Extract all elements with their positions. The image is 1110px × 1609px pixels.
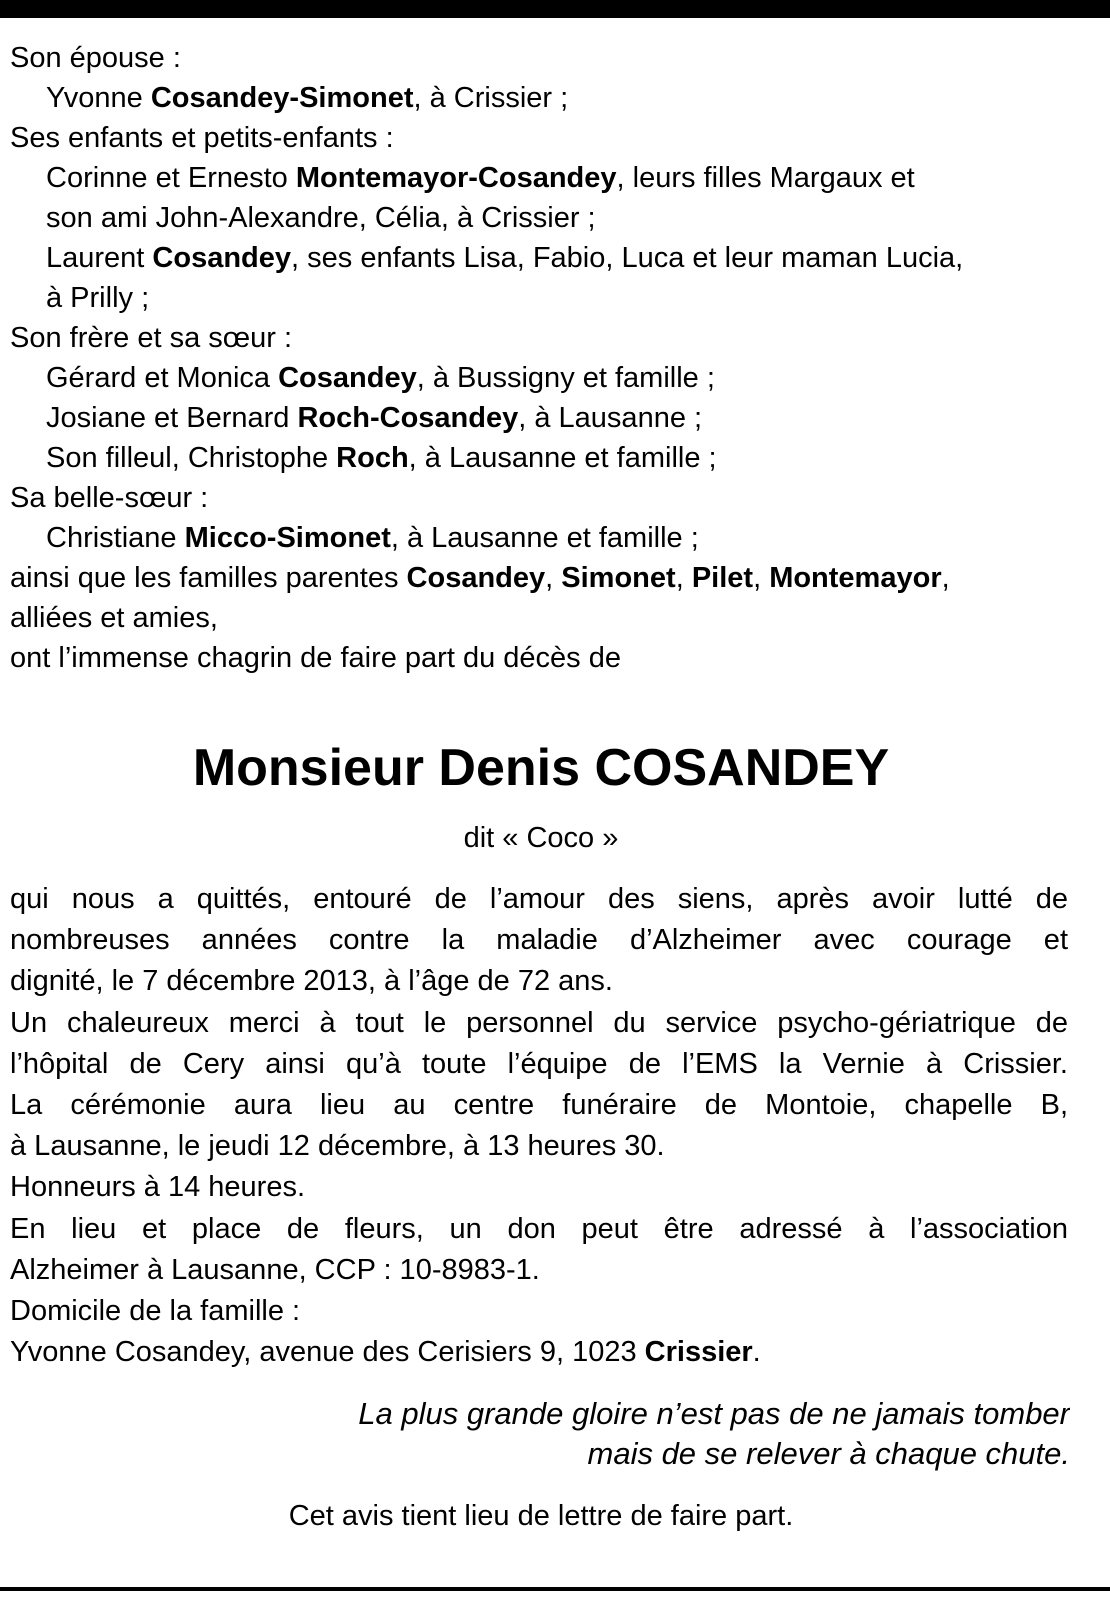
text-run: Alzheimer à Lausanne, CCP : 10-8983-1. [10, 1253, 540, 1286]
family-line [10, 158, 1082, 198]
text-run: Ses enfants et petits-enfants : [10, 122, 394, 154]
body-line [10, 1250, 1068, 1291]
family-line [10, 558, 1082, 598]
bold-name: Montemayor-Cosandey [295, 162, 617, 194]
text-run: son ami John-Alexandre, Célia, à Crissier ; [46, 202, 596, 234]
text-run: Josiane et Bernard [46, 402, 298, 434]
family-line [10, 438, 1082, 478]
text-run: Son frère et sa sœur : [10, 322, 293, 354]
body-line [10, 1167, 1068, 1208]
text-run: ainsi que les familles parentes [10, 562, 407, 594]
memorial-quote [70, 1394, 1070, 1474]
obituary-body [10, 879, 1068, 1373]
bold-name: Cosandey [406, 562, 546, 594]
family-line [10, 78, 1082, 118]
text-run: En lieu et place de fleurs, un don peut être adressé à l’association [10, 1212, 1068, 1245]
bold-name: Cosandey-Simonet [150, 82, 414, 114]
bold-name: Roch [336, 442, 409, 474]
quote-line: La plus grande gloire n’est pas de ne jamais tomber [358, 1396, 1070, 1431]
family-line [10, 318, 1082, 358]
bottom-rule [0, 1587, 1110, 1591]
body-line [10, 879, 1068, 920]
deceased-name: Monsieur Denis COSANDEY [192, 739, 890, 797]
closing-note: Cet avis tient lieu de lettre de faire part. [288, 1500, 794, 1532]
text-run: La cérémonie aura lieu au centre funéraire de Montoie, chapelle B, [10, 1089, 1068, 1122]
family-line [10, 478, 1082, 518]
bold-name: Micco-Simonet [184, 522, 391, 554]
family-line [10, 598, 1082, 638]
bold-name: Cosandey [152, 242, 292, 274]
body-line [10, 1291, 1068, 1332]
body-line [10, 920, 1068, 961]
family-line [10, 198, 1082, 238]
quote-line: mais de se relever à chaque chute. [587, 1436, 1070, 1471]
text-run: , ses enfants Lisa, Fabio, Luca et leur maman Lucia, [291, 242, 964, 274]
family-line [10, 238, 1082, 278]
deceased-nickname: dit « Coco » [463, 822, 619, 854]
text-run: à Prilly ; [46, 282, 150, 314]
text-run: , à Lausanne et famille ; [390, 522, 699, 554]
family-announcement [10, 38, 1082, 678]
text-run: , [545, 562, 562, 594]
text-run: , à Crissier ; [413, 82, 569, 114]
text-run: Domicile de la famille : [10, 1295, 301, 1328]
text-run: , à Bussigny et famille ; [416, 362, 715, 394]
body-line [10, 1126, 1068, 1167]
text-run: , à Lausanne ; [518, 402, 703, 434]
family-line [10, 358, 1082, 398]
bold-name: Cosandey [278, 362, 417, 394]
text-run: Son épouse : [10, 42, 181, 74]
body-line [10, 1332, 1068, 1373]
text-run: Gérard et Monica [46, 362, 279, 394]
text-run: Son filleul, Christophe [46, 442, 337, 474]
bold-name: Montemayor [769, 562, 942, 594]
bold-name: Roch-Cosandey [297, 402, 519, 434]
body-line [10, 1085, 1068, 1126]
text-run: ont l’immense chagrin de faire part du décès de [10, 642, 621, 674]
text-run: , [753, 562, 770, 594]
text-run: nombreuses années contre la maladie d’Alzheimer avec courage et [10, 924, 1068, 957]
text-run: qui nous a quittés, entouré de l’amour des siens, après avoir lutté de [10, 883, 1068, 915]
text-run: , [675, 562, 692, 594]
text-run: . [752, 1336, 761, 1369]
bold-name: Simonet [561, 562, 676, 594]
family-line [10, 118, 1082, 158]
bold-name: Crissier [644, 1336, 753, 1369]
family-line [10, 38, 1082, 78]
text-run: l’hôpital de Cery ainsi qu’à toute l’équipe de l’EMS la Vernie à Crissier. [10, 1047, 1068, 1080]
body-line [10, 1003, 1068, 1044]
body-line [10, 961, 1068, 1002]
bold-name: Pilet [691, 562, 754, 594]
family-line [10, 638, 1082, 678]
text-run: Yvonne [46, 82, 151, 114]
text-run: Corinne et Ernesto [46, 162, 296, 194]
text-run: Sa belle-sœur : [10, 482, 209, 514]
top-rule [0, 0, 1110, 18]
family-line [10, 278, 1082, 318]
family-line [10, 398, 1082, 438]
text-run: Yvonne Cosandey, avenue des Cerisiers 9, 1023 [10, 1336, 645, 1369]
text-run: Laurent [46, 242, 153, 274]
text-run: alliées et amies, [10, 602, 218, 634]
text-run: Honneurs à 14 heures. [10, 1171, 306, 1204]
text-run: , [941, 562, 950, 594]
text-run: , à Lausanne et famille ; [408, 442, 717, 474]
body-line [10, 1209, 1068, 1250]
text-run: , leurs filles Margaux et [616, 162, 915, 194]
text-run: Christiane [46, 522, 185, 554]
body-line [10, 1044, 1068, 1085]
text-run: dignité, le 7 décembre 2013, à l’âge de 72 ans. [10, 965, 613, 998]
family-line [10, 518, 1082, 558]
text-run: à Lausanne, le jeudi 12 décembre, à 13 heures 30. [10, 1130, 665, 1163]
text-run: Un chaleureux merci à tout le personnel du service psycho-gériatrique de [10, 1006, 1068, 1039]
